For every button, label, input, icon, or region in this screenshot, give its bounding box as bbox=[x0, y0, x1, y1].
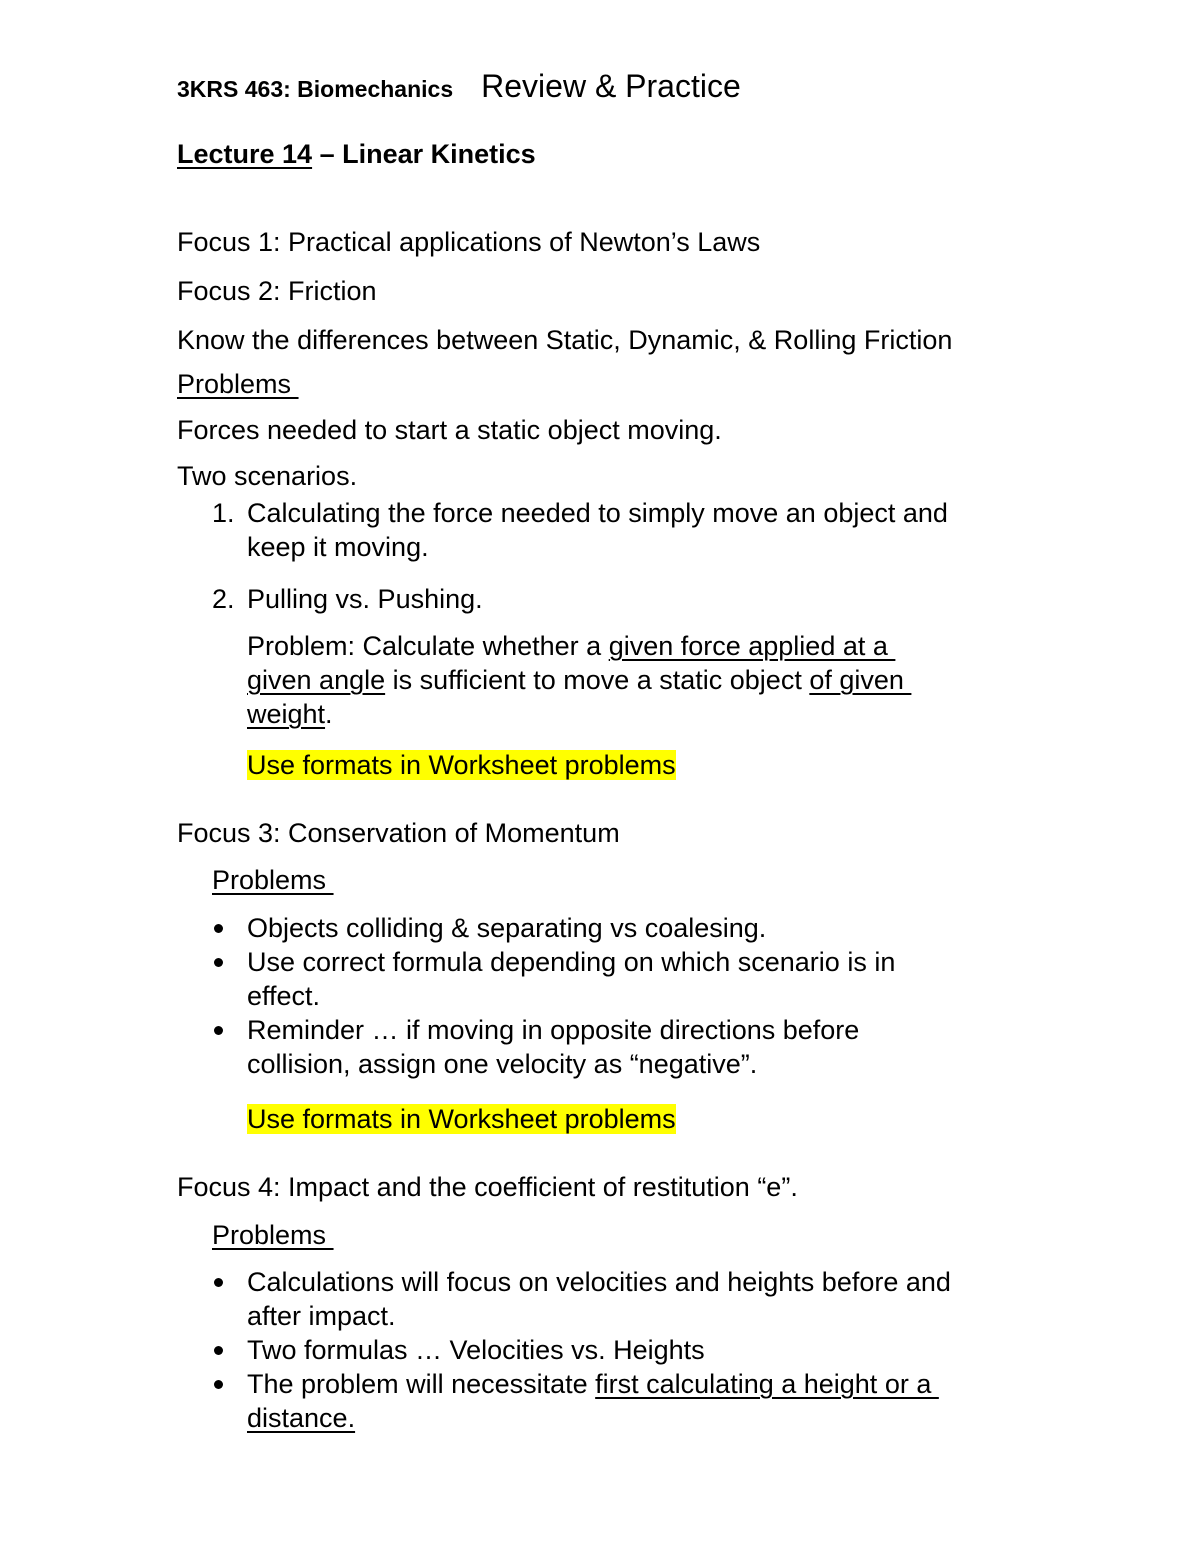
bullet-icon bbox=[214, 1380, 223, 1389]
focus3-problems-heading: Problems bbox=[212, 865, 334, 895]
bullet-text: after impact. bbox=[247, 1301, 396, 1331]
focus2-problems-heading: Problems bbox=[177, 369, 299, 399]
focus4-problems-heading: Problems bbox=[212, 1220, 334, 1250]
bullet-text: Reminder … if moving in opposite directions before bbox=[247, 1015, 860, 1045]
focus2-know-line: Know the differences between Static, Dynamic, & Rolling Friction bbox=[177, 325, 953, 355]
focus2-forces-line: Forces needed to start a static object moving. bbox=[177, 415, 722, 445]
problem-end: . bbox=[325, 699, 333, 729]
bullet-icon bbox=[214, 924, 223, 933]
bullet-prefix: The problem will necessitate bbox=[247, 1369, 596, 1399]
problem-underline: of given bbox=[809, 665, 912, 695]
problem-underline: given force applied at a bbox=[608, 631, 896, 661]
course-code: 3KRS 463: Biomechanics bbox=[177, 76, 454, 102]
focus1-title: Focus 1: Practical applications of Newton’s Laws bbox=[177, 227, 761, 257]
problem-prefix: Problem: Calculate whether a bbox=[247, 631, 609, 661]
lecture-topic: Linear Kinetics bbox=[342, 139, 536, 169]
bullet-text bbox=[247, 1367, 939, 1401]
document-subtitle: Review & Practice bbox=[481, 68, 741, 104]
list-item-line: Pulling vs. Pushing. bbox=[247, 584, 483, 614]
problem-statement-line bbox=[247, 629, 895, 663]
bullet-underline: first calculating a height or a bbox=[595, 1369, 939, 1399]
bullet-text: Two formulas … Velocities vs. Heights bbox=[247, 1335, 705, 1365]
document-title bbox=[177, 62, 741, 113]
lecture-heading bbox=[177, 137, 536, 171]
highlighted-text: Use formats in Worksheet problems bbox=[247, 750, 676, 780]
bullet-text: effect. bbox=[247, 981, 321, 1011]
lecture-dash: – bbox=[312, 139, 343, 169]
bullet-text: collision, assign one velocity as “negative”. bbox=[247, 1049, 758, 1079]
bullet-underline: distance. bbox=[247, 1403, 356, 1433]
list-number: 2. bbox=[212, 584, 235, 614]
list-item-line: Calculating the force needed to simply move an object and bbox=[247, 498, 948, 528]
focus3-title: Focus 3: Conservation of Momentum bbox=[177, 818, 620, 848]
list-item-line: keep it moving. bbox=[247, 532, 429, 562]
bullet-icon bbox=[214, 1346, 223, 1355]
bullet-icon bbox=[214, 1026, 223, 1035]
bullet-text: Objects colliding & separating vs coalesing. bbox=[247, 913, 767, 943]
highlighted-text: Use formats in Worksheet problems bbox=[247, 1104, 676, 1134]
problem-underline: given angle bbox=[247, 665, 386, 695]
bullet-icon bbox=[214, 1278, 223, 1287]
problem-statement-line bbox=[247, 663, 911, 697]
bullet-icon bbox=[214, 958, 223, 967]
lecture-number: Lecture 14 bbox=[177, 139, 313, 169]
focus4-title: Focus 4: Impact and the coefficient of restitution “e”. bbox=[177, 1172, 798, 1202]
bullet-text: Calculations will focus on velocities and heights before and bbox=[247, 1267, 951, 1297]
bullet-text: Use correct formula depending on which scenario is in bbox=[247, 947, 896, 977]
problem-underline: weight bbox=[247, 699, 326, 729]
focus2-title: Focus 2: Friction bbox=[177, 276, 377, 306]
bullet-text bbox=[247, 1401, 355, 1435]
highlight-note bbox=[247, 748, 676, 782]
problem-middle: is sufficient to move a static object bbox=[385, 665, 810, 695]
highlight-note bbox=[247, 1102, 676, 1136]
problem-statement-line bbox=[247, 697, 333, 731]
focus2-scenarios-intro: Two scenarios. bbox=[177, 461, 358, 491]
list-number: 1. bbox=[212, 498, 235, 528]
